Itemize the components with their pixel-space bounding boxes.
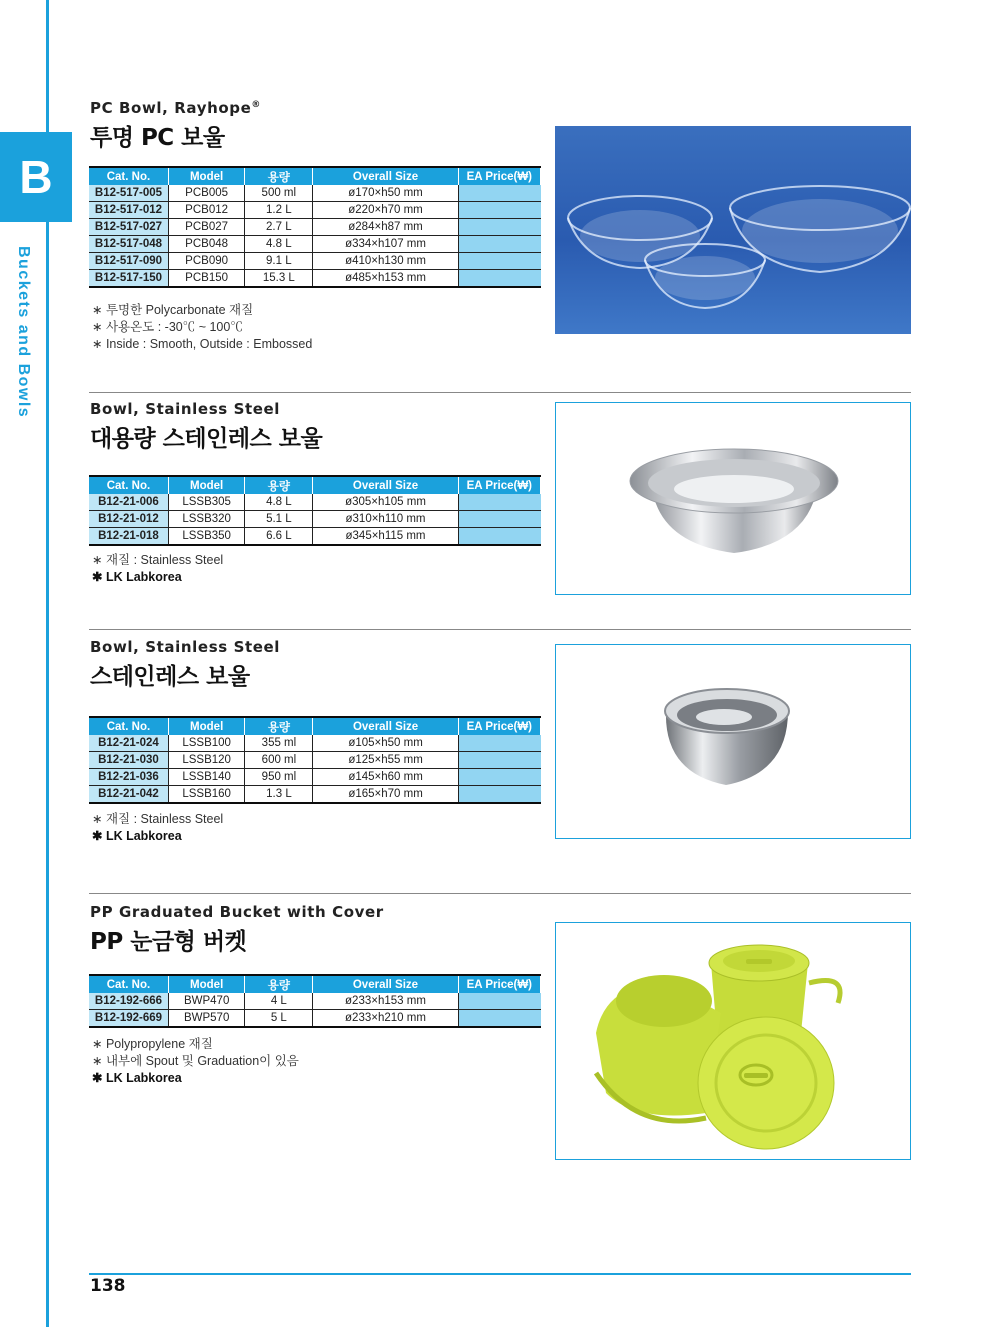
size-cell: ø284×h87 mm bbox=[313, 219, 458, 236]
price-cell bbox=[458, 769, 540, 786]
column-header: Model bbox=[168, 717, 244, 735]
price-cell bbox=[458, 1010, 540, 1028]
size-cell: ø305×h105 mm bbox=[313, 494, 458, 511]
model-cell: BWP470 bbox=[168, 993, 244, 1010]
section-title-ko: 대용량 스테인레스 보울 bbox=[90, 426, 323, 452]
spec-table-ss-bowl bbox=[89, 716, 541, 804]
large-ss-bowl-illustration bbox=[556, 403, 910, 594]
size-cell: ø233×h210 mm bbox=[313, 1010, 458, 1028]
cat-no-cell: B12-517-048 bbox=[89, 236, 168, 253]
price-cell bbox=[458, 993, 540, 1010]
price-cell bbox=[458, 494, 540, 511]
product-photo-ss-bowl bbox=[555, 644, 911, 839]
model-cell: PCB012 bbox=[168, 202, 244, 219]
spec-table-large-ss-bowl bbox=[89, 475, 541, 546]
column-header: EA Price(₩) bbox=[458, 975, 540, 993]
model-cell: LSSB305 bbox=[168, 494, 244, 511]
column-header: Overall Size bbox=[313, 717, 458, 735]
section-title-ko: 스테인레스 보울 bbox=[90, 664, 250, 690]
section-tab bbox=[0, 132, 72, 222]
table-row bbox=[89, 752, 541, 769]
capacity-cell: 950 ml bbox=[245, 769, 313, 786]
column-header: Cat. No. bbox=[89, 717, 168, 735]
table-row bbox=[89, 769, 541, 786]
note: ∗ 투명한 Polycarbonate 재질 bbox=[92, 303, 254, 317]
cat-no-cell: B12-517-090 bbox=[89, 253, 168, 270]
pc-bowls-illustration bbox=[555, 126, 911, 334]
column-header: 용량 bbox=[245, 167, 313, 185]
column-header: Model bbox=[168, 167, 244, 185]
price-cell bbox=[458, 786, 540, 804]
model-cell: PCB027 bbox=[168, 219, 244, 236]
size-cell: ø310×h110 mm bbox=[313, 511, 458, 528]
brand-label: ✱ LK Labkorea bbox=[92, 1071, 182, 1085]
table-row bbox=[89, 494, 541, 511]
capacity-cell: 1.2 L bbox=[245, 202, 313, 219]
registered-mark: ® bbox=[251, 100, 261, 110]
capacity-cell: 9.1 L bbox=[245, 253, 313, 270]
model-cell: LSSB120 bbox=[168, 752, 244, 769]
table-row bbox=[89, 202, 541, 219]
cat-no-cell: B12-517-005 bbox=[89, 185, 168, 202]
table-row bbox=[89, 511, 541, 528]
cat-no-cell: B12-21-006 bbox=[89, 494, 168, 511]
table-row bbox=[89, 236, 541, 253]
model-cell: BWP570 bbox=[168, 1010, 244, 1028]
notes-pp-bucket bbox=[92, 1036, 299, 1087]
price-cell bbox=[458, 511, 540, 528]
column-header: EA Price(₩) bbox=[458, 167, 540, 185]
capacity-cell: 1.3 L bbox=[245, 786, 313, 804]
price-cell bbox=[458, 528, 540, 546]
size-cell: ø334×h107 mm bbox=[313, 236, 458, 253]
table-header-row bbox=[89, 167, 541, 185]
section-title-en: PP Graduated Bucket with Cover bbox=[90, 903, 384, 921]
size-cell: ø345×h115 mm bbox=[313, 528, 458, 546]
ss-bowl-illustration bbox=[556, 645, 910, 838]
model-cell: PCB090 bbox=[168, 253, 244, 270]
table-header-row bbox=[89, 717, 541, 735]
column-header: Cat. No. bbox=[89, 167, 168, 185]
model-cell: LSSB140 bbox=[168, 769, 244, 786]
model-cell: LSSB350 bbox=[168, 528, 244, 546]
capacity-cell: 4.8 L bbox=[245, 494, 313, 511]
capacity-cell: 5.1 L bbox=[245, 511, 313, 528]
size-cell: ø125×h55 mm bbox=[313, 752, 458, 769]
price-cell bbox=[458, 752, 540, 769]
notes-ss-bowl bbox=[92, 811, 223, 845]
section-large-ss-bowl bbox=[90, 400, 322, 453]
size-cell: ø170×h50 mm bbox=[313, 185, 458, 202]
column-header: 용량 bbox=[245, 476, 313, 494]
size-cell: ø485×h153 mm bbox=[313, 270, 458, 288]
table-header-row bbox=[89, 975, 541, 993]
model-cell: LSSB100 bbox=[168, 735, 244, 752]
footer-rule bbox=[89, 1273, 911, 1275]
model-cell: LSSB320 bbox=[168, 511, 244, 528]
page-number: 138 bbox=[90, 1276, 126, 1296]
section-divider bbox=[89, 893, 911, 894]
price-cell bbox=[458, 185, 540, 202]
spec-table-pp-bucket bbox=[89, 974, 541, 1028]
column-header: 용량 bbox=[245, 717, 313, 735]
table-row bbox=[89, 735, 541, 752]
notes-pc-bowl bbox=[92, 302, 312, 353]
column-header: EA Price(₩) bbox=[458, 476, 540, 494]
size-cell: ø410×h130 mm bbox=[313, 253, 458, 270]
size-cell: ø105×h50 mm bbox=[313, 735, 458, 752]
capacity-cell: 5 L bbox=[245, 1010, 313, 1028]
section-divider bbox=[89, 629, 911, 630]
cat-no-cell: B12-21-042 bbox=[89, 786, 168, 804]
cat-no-cell: B12-21-024 bbox=[89, 735, 168, 752]
cat-no-cell: B12-21-018 bbox=[89, 528, 168, 546]
cat-no-cell: B12-21-012 bbox=[89, 511, 168, 528]
column-header: Cat. No. bbox=[89, 975, 168, 993]
note: ∗ Polypropylene 재질 bbox=[92, 1037, 213, 1051]
column-header: Overall Size bbox=[313, 476, 458, 494]
note: ∗ 재질 : Stainless Steel bbox=[92, 553, 224, 567]
column-header: 용량 bbox=[245, 975, 313, 993]
size-cell: ø145×h60 mm bbox=[313, 769, 458, 786]
table-row bbox=[89, 528, 541, 546]
section-title-ko: 투명 PC 보울 bbox=[90, 125, 225, 151]
table-row bbox=[89, 1010, 541, 1028]
table-header-row bbox=[89, 476, 541, 494]
section-title-en: Bowl, Stainless Steel bbox=[90, 638, 281, 656]
brand-label: ✱ LK Labkorea bbox=[92, 829, 182, 843]
column-header: Overall Size bbox=[313, 167, 458, 185]
side-label bbox=[14, 246, 44, 466]
pp-buckets-illustration bbox=[556, 923, 910, 1159]
model-cell: PCB005 bbox=[168, 185, 244, 202]
column-header: Overall Size bbox=[313, 975, 458, 993]
cat-no-cell: B12-192-666 bbox=[89, 993, 168, 1010]
price-cell bbox=[458, 202, 540, 219]
price-cell bbox=[458, 236, 540, 253]
product-photo-pp-buckets bbox=[555, 922, 911, 1160]
section-title-ko: PP 눈금형 버켓 bbox=[90, 929, 247, 955]
column-header: EA Price(₩) bbox=[458, 717, 540, 735]
note: ∗ 내부에 Spout 및 Graduation이 있음 bbox=[92, 1054, 299, 1068]
note: ∗ Inside : Smooth, Outside : Embossed bbox=[92, 337, 313, 351]
cat-no-cell: B12-517-150 bbox=[89, 270, 168, 288]
section-ss-bowl bbox=[90, 638, 280, 691]
section-pp-bucket bbox=[90, 903, 384, 956]
column-header: Model bbox=[168, 476, 244, 494]
cat-no-cell: B12-517-027 bbox=[89, 219, 168, 236]
size-cell: ø233×h153 mm bbox=[313, 993, 458, 1010]
table-row bbox=[89, 185, 541, 202]
size-cell: ø220×h70 mm bbox=[313, 202, 458, 219]
capacity-cell: 6.6 L bbox=[245, 528, 313, 546]
cat-no-cell: B12-21-030 bbox=[89, 752, 168, 769]
capacity-cell: 4.8 L bbox=[245, 236, 313, 253]
product-photo-pc-bowls bbox=[555, 126, 911, 334]
section-divider bbox=[89, 392, 911, 393]
capacity-cell: 500 ml bbox=[245, 185, 313, 202]
price-cell bbox=[458, 219, 540, 236]
size-cell: ø165×h70 mm bbox=[313, 786, 458, 804]
column-header: Model bbox=[168, 975, 244, 993]
table-row bbox=[89, 993, 541, 1010]
cat-no-cell: B12-21-036 bbox=[89, 769, 168, 786]
table-row bbox=[89, 219, 541, 236]
cat-no-cell: B12-192-669 bbox=[89, 1010, 168, 1028]
column-header: Cat. No. bbox=[89, 476, 168, 494]
model-cell: PCB048 bbox=[168, 236, 244, 253]
price-cell bbox=[458, 735, 540, 752]
notes-large-ss-bowl bbox=[92, 552, 223, 586]
spec-table-pc-bowl bbox=[89, 166, 541, 288]
table-row bbox=[89, 786, 541, 804]
section-tab-letter: B bbox=[19, 151, 53, 203]
capacity-cell: 4 L bbox=[245, 993, 313, 1010]
product-photo-large-ss-bowl bbox=[555, 402, 911, 595]
note: ∗ 사용온도 : -30℃ ~ 100℃ bbox=[92, 320, 243, 334]
capacity-cell: 2.7 L bbox=[245, 219, 313, 236]
table-row bbox=[89, 270, 541, 288]
capacity-cell: 600 ml bbox=[245, 752, 313, 769]
note: ∗ 재질 : Stainless Steel bbox=[92, 812, 224, 826]
section-title-en: PC Bowl, Rayhope® bbox=[90, 99, 261, 117]
section-title-en: Bowl, Stainless Steel bbox=[90, 400, 281, 418]
table-row bbox=[89, 253, 541, 270]
cat-no-cell: B12-517-012 bbox=[89, 202, 168, 219]
model-cell: PCB150 bbox=[168, 270, 244, 288]
capacity-cell: 15.3 L bbox=[245, 270, 313, 288]
brand-label: ✱ LK Labkorea bbox=[92, 570, 182, 584]
price-cell bbox=[458, 270, 540, 288]
side-label-text: Buckets and Bowls bbox=[15, 246, 32, 419]
price-cell bbox=[458, 253, 540, 270]
capacity-cell: 355 ml bbox=[245, 735, 313, 752]
section-pc-bowl bbox=[90, 99, 261, 152]
model-cell: LSSB160 bbox=[168, 786, 244, 804]
